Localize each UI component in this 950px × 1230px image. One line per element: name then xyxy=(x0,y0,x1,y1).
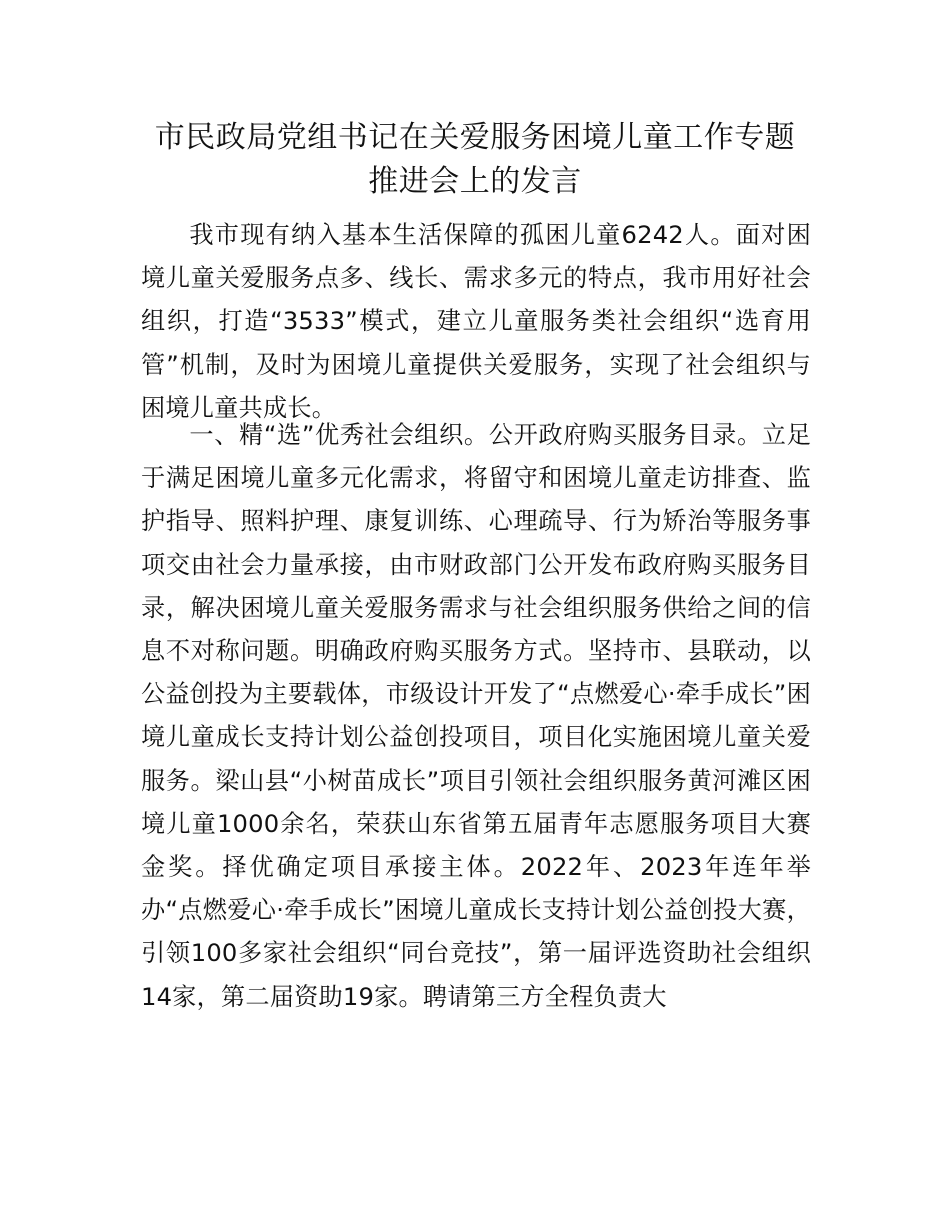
paragraph-intro: 我市现有纳入基本生活保障的孤困儿童6242人。面对困境儿童关爱服务点多、线长、需求多元的特点，我市用好社会组织，打造“3533”模式，建立儿童服务类社会组织“选育用管”机制，及时为困境儿童提供关爱服务，实现了社会组织与困境儿童共成长。 xyxy=(141,221,811,422)
paragraph-section-one: 一、精“选”优秀社会组织。公开政府购买服务目录。立足于满足困境儿童多元化需求，将留守和困境儿童走访排查、监护指导、照料护理、康复训练、心理疏导、行为矫治等服务事项交由社会力量承接，由市财政部门公开发布政府购买服务目录，解决困境儿童关爱服务需求与社会组织服务供给之间的信息不对称问题。明确政府购买服务方式。坚持市、县联动，以公益创投为主要载体，市级设计开发了“点燃爱心·牵手成长”困境儿童成长支持计划公益创投项目，项目化实施困境儿童关爱服务。梁山县“小树苗成长”项目引领社会组织服务黄河滩区困境儿童1000余名，荣获山东省第五届青年志愿服务项目大赛金奖。择优确定项目承接主体。2022年、2023年连年举办“点燃爱心·牵手成长”困境儿童成长支持计划公益创投大赛，引领100多家社会组织“同台竞技”，第一届评选资助社会组织14家，第二届资助19家。聘请第三方全程负责大 xyxy=(141,421,811,1011)
document-title: 市民政局党组书记在关爱服务困境儿童工作专题推进会上的发言 xyxy=(154,120,796,199)
